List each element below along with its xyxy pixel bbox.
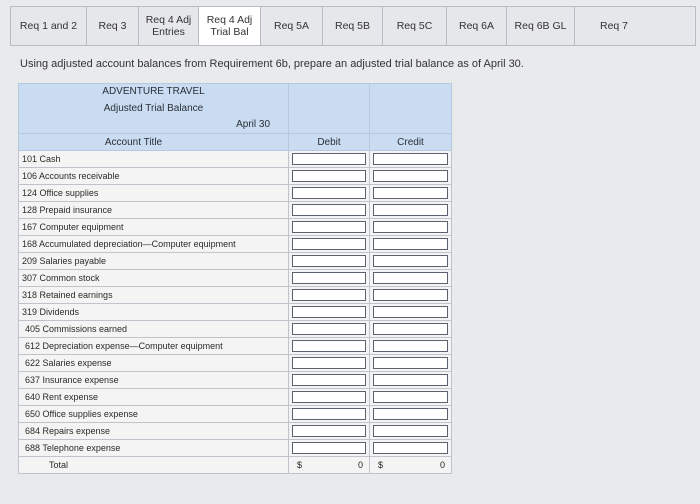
account-title: 637 Insurance expense xyxy=(19,372,289,389)
statement-name: Adjusted Trial Balance xyxy=(103,102,204,114)
debit-input[interactable] xyxy=(292,442,366,454)
credit-input[interactable] xyxy=(373,255,448,267)
table-row xyxy=(19,389,452,406)
adjusted-trial-balance-table xyxy=(18,83,452,474)
table-row xyxy=(19,338,452,355)
tab-req-6a[interactable]: Req 6A xyxy=(447,7,507,45)
total-debit-currency: $ xyxy=(297,460,303,470)
company-name: ADVENTURE TRAVEL xyxy=(102,86,205,98)
tab-req-4-adj-entries[interactable]: Req 4 Adj Entries xyxy=(139,7,199,45)
debit-input[interactable] xyxy=(292,289,366,301)
credit-input[interactable] xyxy=(373,323,448,335)
debit-input[interactable] xyxy=(292,238,366,250)
debit-input[interactable] xyxy=(292,306,366,318)
debit-input[interactable] xyxy=(292,255,366,267)
account-title-header: Account Title xyxy=(19,134,289,151)
tab-req-3[interactable]: Req 3 xyxy=(87,7,139,45)
account-title: 124 Office supplies xyxy=(19,185,289,202)
credit-input[interactable] xyxy=(373,374,448,386)
debit-input[interactable] xyxy=(292,170,366,182)
table-row xyxy=(19,219,452,236)
account-title: 405 Commissions earned xyxy=(19,321,289,338)
total-credit-value: 0 xyxy=(439,460,445,470)
total-label: Total xyxy=(19,457,289,474)
requirement-tabs xyxy=(10,6,696,46)
account-title: 167 Computer equipment xyxy=(19,219,289,236)
credit-input[interactable] xyxy=(373,408,448,420)
table-row xyxy=(19,440,452,457)
debit-input[interactable] xyxy=(292,374,366,386)
tab-req-4-adj-trial-bal[interactable]: Req 4 Adj Trial Bal xyxy=(199,7,261,45)
table-row xyxy=(19,304,452,321)
tab-req-5a[interactable]: Req 5A xyxy=(261,7,323,45)
statement-name-cell xyxy=(19,100,289,117)
debit-header: Debit xyxy=(289,134,370,151)
statement-date: April 30 xyxy=(236,119,270,131)
credit-input[interactable] xyxy=(373,272,448,284)
debit-input[interactable] xyxy=(292,221,366,233)
credit-input[interactable] xyxy=(373,221,448,233)
table-row xyxy=(19,355,452,372)
debit-input[interactable] xyxy=(292,357,366,369)
table-row xyxy=(19,168,452,185)
table-row xyxy=(19,423,452,440)
table-row xyxy=(19,406,452,423)
table-row xyxy=(19,151,452,168)
tab-req-1-and-2[interactable]: Req 1 and 2 xyxy=(11,7,87,45)
credit-input[interactable] xyxy=(373,289,448,301)
debit-input[interactable] xyxy=(292,408,366,420)
table-row xyxy=(19,321,452,338)
credit-input[interactable] xyxy=(373,425,448,437)
credit-input[interactable] xyxy=(373,442,448,454)
account-title: 106 Accounts receivable xyxy=(19,168,289,185)
table-row xyxy=(19,270,452,287)
credit-input[interactable] xyxy=(373,204,448,216)
tab-req-7[interactable]: Req 7 xyxy=(599,20,629,32)
account-title: 318 Retained earnings xyxy=(19,287,289,304)
total-credit xyxy=(370,457,452,474)
table-row xyxy=(19,185,452,202)
debit-input[interactable] xyxy=(292,187,366,199)
table-row xyxy=(19,253,452,270)
debit-input[interactable] xyxy=(292,272,366,284)
debit-input[interactable] xyxy=(292,323,366,335)
company-name-cell xyxy=(19,84,289,100)
debit-input[interactable] xyxy=(292,340,366,352)
account-title: 684 Repairs expense xyxy=(19,423,289,440)
credit-input[interactable] xyxy=(373,306,448,318)
instruction-text: Using adjusted account balances from Requirement 6b, prepare an adjusted trial balance as of April 30. xyxy=(20,58,524,70)
account-title: 650 Office supplies expense xyxy=(19,406,289,423)
account-title: 101 Cash xyxy=(19,151,289,168)
tab-req-6b-gl[interactable]: Req 6B GL xyxy=(507,7,575,45)
total-debit-value: 0 xyxy=(357,460,363,470)
total-row xyxy=(19,457,452,474)
account-title: 612 Depreciation expense—Computer equipment xyxy=(19,338,289,355)
total-credit-currency: $ xyxy=(378,460,384,470)
debit-input[interactable] xyxy=(292,391,366,403)
credit-input[interactable] xyxy=(373,391,448,403)
credit-input[interactable] xyxy=(373,153,448,165)
debit-input[interactable] xyxy=(292,204,366,216)
debit-input[interactable] xyxy=(292,153,366,165)
credit-input[interactable] xyxy=(373,357,448,369)
account-title: 168 Accumulated depreciation—Computer equipment xyxy=(19,236,289,253)
tab-req-5b[interactable]: Req 5B xyxy=(323,7,383,45)
credit-input[interactable] xyxy=(373,187,448,199)
account-title: 307 Common stock xyxy=(19,270,289,287)
credit-input[interactable] xyxy=(373,170,448,182)
credit-header: Credit xyxy=(370,134,452,151)
table-row xyxy=(19,236,452,253)
account-title: 209 Salaries payable xyxy=(19,253,289,270)
debit-input[interactable] xyxy=(292,425,366,437)
account-title: 622 Salaries expense xyxy=(19,355,289,372)
table-row xyxy=(19,202,452,219)
table-row xyxy=(19,372,452,389)
account-title: 640 Rent expense xyxy=(19,389,289,406)
credit-input[interactable] xyxy=(373,340,448,352)
account-title: 128 Prepaid insurance xyxy=(19,202,289,219)
credit-input[interactable] xyxy=(373,238,448,250)
table-row xyxy=(19,287,452,304)
statement-date-cell xyxy=(19,117,289,134)
tab-req-5c[interactable]: Req 5C xyxy=(383,7,447,45)
total-debit xyxy=(289,457,370,474)
account-title: 688 Telephone expense xyxy=(19,440,289,457)
account-title: 319 Dividends xyxy=(19,304,289,321)
